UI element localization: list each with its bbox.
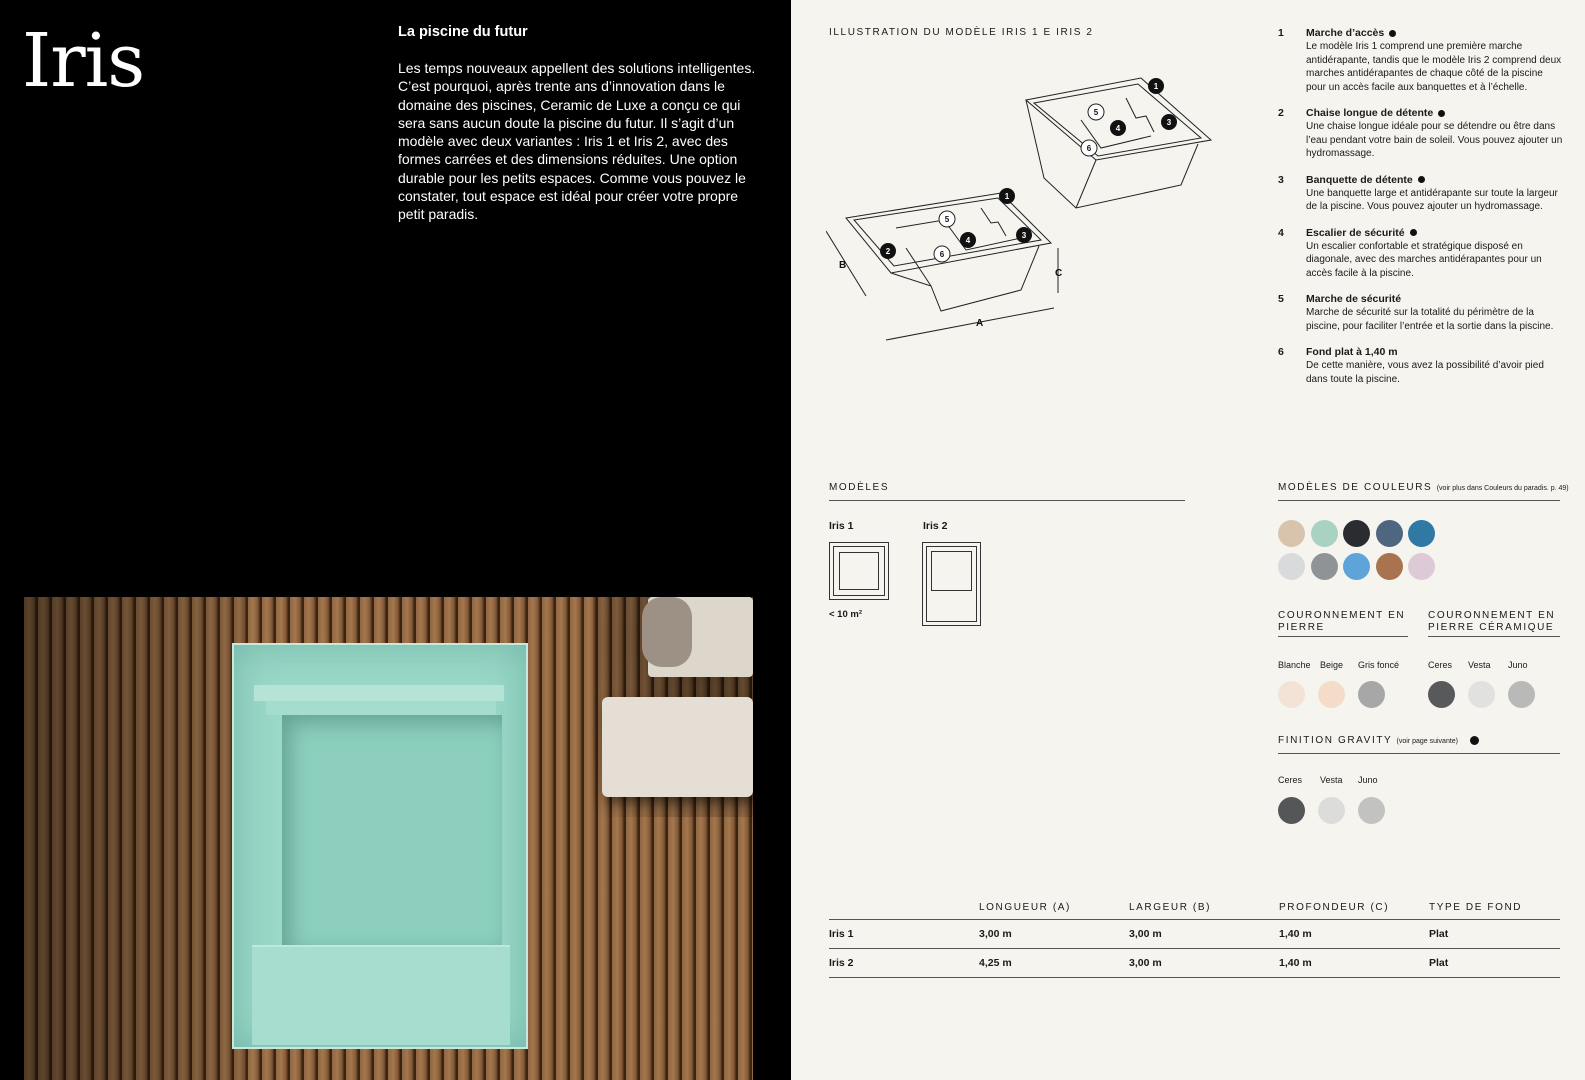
svg-text:5: 5 <box>944 215 950 224</box>
marker-2: 2 <box>885 247 891 256</box>
colors-title <box>1278 482 1569 501</box>
color-swatch <box>1376 553 1403 580</box>
color-swatch <box>1343 553 1370 580</box>
colors-title-text: MODÈLES DE COULEURS <box>1278 482 1433 493</box>
left-page <box>0 0 791 1080</box>
gravity-swatch-vesta <box>1318 797 1345 824</box>
table-header <box>829 896 1560 920</box>
color-swatch <box>1408 520 1435 547</box>
feature-number: 6 <box>1278 346 1284 358</box>
table-cell: Plat <box>1429 957 1449 969</box>
gravity-label: Ceres <box>1278 775 1303 785</box>
table-header-cell: LONGUEUR (A) <box>979 902 1071 913</box>
marker-3: 3 <box>1166 118 1172 127</box>
feature-dot-icon <box>1410 229 1417 236</box>
pool-water <box>232 643 528 1049</box>
photo-shadow <box>24 597 244 1080</box>
feature-title: Chaise longue de détente <box>1306 107 1434 119</box>
table-cell: 4,25 m <box>979 957 1012 969</box>
marker-6: 6 <box>1086 144 1092 153</box>
model-label-iris-2: Iris 2 <box>923 520 948 532</box>
ceramic-label: Juno <box>1508 660 1528 670</box>
feature-title: Banquette de détente <box>1306 173 1413 186</box>
feature-number: 2 <box>1278 107 1284 119</box>
model-title: Iris <box>22 18 145 104</box>
feature-dot-icon <box>1438 110 1445 117</box>
table-cell: Iris 2 <box>829 957 854 969</box>
ceramic-swatch-juno <box>1508 681 1535 708</box>
ceramic-label: Vesta <box>1468 660 1491 670</box>
stone-swatch-gris-fonce <box>1358 681 1385 708</box>
stone-label: Blanche <box>1278 660 1311 670</box>
colors-title-note: (voir plus dans Couleurs du paradis. p. 49) <box>1436 485 1569 492</box>
feature-item <box>1278 293 1563 333</box>
color-swatch <box>1278 553 1305 580</box>
feature-item <box>1278 346 1563 386</box>
feature-number: 4 <box>1278 226 1284 239</box>
table-header-cell: LARGEUR (B) <box>1129 902 1212 913</box>
table-header-cell: TYPE DE FOND <box>1429 902 1523 913</box>
feature-title: Escalier de sécurité <box>1306 226 1405 239</box>
models-title: MODÈLES <box>829 482 1185 501</box>
table-cell: Iris 1 <box>829 928 854 940</box>
pool-step <box>266 701 496 715</box>
feature-number: 3 <box>1278 173 1284 186</box>
ceramic-swatch-ceres <box>1428 681 1455 708</box>
pool-step <box>254 685 504 701</box>
ceramic-swatch-vesta <box>1468 681 1495 708</box>
feature-description: Marche de sécurité sur la totalité du périmètre de la piscine, pour faciliter l’entrée et la sortie dans la piscine. <box>1306 307 1554 332</box>
gravity-title <box>1278 735 1560 754</box>
svg-text:1: 1 <box>1004 192 1010 201</box>
iris-2-plan-icon <box>922 542 981 626</box>
feature-description: Un escalier confortable et stratégique disposé en diagonale, avec des marches antidérapantes pour un accès facile à la piscine. <box>1306 240 1542 279</box>
color-swatch <box>1343 520 1370 547</box>
iris-1-plan-icon <box>829 542 889 600</box>
model-note-iris-1: < 10 m² <box>829 609 863 620</box>
dim-label-a: A <box>976 318 984 329</box>
cushion <box>642 597 692 667</box>
svg-text:6: 6 <box>939 250 945 259</box>
feature-dot-icon <box>1389 30 1396 37</box>
pool-basin <box>282 715 502 945</box>
color-swatch <box>1376 520 1403 547</box>
intro-text: Les temps nouveaux appellent des solutions intelligentes. C’est pourquoi, après trente ans d’innovation dans le domaine des piscines, Ceramic de Luxe a conçu ce qui sera sans aucun doute la piscine du futur. Il s’agit d’un modèle avec deux variantes : Iris 1 et Iris 2, avec des formes carrées et des dimensions réduites. Une option durable pour les petits espaces. Comme vous pouvez le constater, tout espace est idéal pour créer votre propre petit paradis. <box>398 60 756 223</box>
table-cell: 3,00 m <box>979 928 1012 940</box>
sun-lounger <box>602 697 753 797</box>
gravity-dot-icon <box>1470 736 1479 745</box>
table-cell: 1,40 m <box>1279 957 1312 969</box>
gravity-swatch-juno <box>1358 797 1385 824</box>
stone-label: Beige <box>1320 660 1344 670</box>
feature-dot-icon <box>1418 176 1425 183</box>
diagram-markers <box>880 78 1177 262</box>
illustration-title: ILLUSTRATION DU MODÈLE IRIS 1 E IRIS 2 <box>829 27 1094 38</box>
gravity-label: Juno <box>1358 775 1378 785</box>
ceramic-label: Ceres <box>1428 660 1453 670</box>
gravity-title-note: (voir page suivante) <box>1396 738 1459 745</box>
feature-description: Une banquette large et antidérapante sur toute la largeur de la piscine. Vous pouvez ajouter un hydromassage. <box>1306 187 1558 212</box>
feature-title: Fond plat à 1,40 m <box>1306 346 1398 358</box>
gravity-label: Vesta <box>1320 775 1343 785</box>
table-cell: 1,40 m <box>1279 928 1312 940</box>
color-swatch <box>1278 520 1305 547</box>
marker-1: 1 <box>1153 82 1159 91</box>
gravity-swatch-ceres <box>1278 797 1305 824</box>
pool-bench <box>252 945 510 1045</box>
color-swatch <box>1311 520 1338 547</box>
color-swatch <box>1311 553 1338 580</box>
feature-description: De cette manière, vous avez la possibilité d’avoir pied dans toute la piscine. <box>1306 360 1544 385</box>
feature-number: 1 <box>1278 27 1284 39</box>
color-swatch <box>1408 553 1435 580</box>
pool-diagram <box>826 68 1226 358</box>
marker-4: 4 <box>1115 124 1121 133</box>
svg-text:3: 3 <box>1021 231 1027 240</box>
gravity-title-text: FINITION GRAVITY <box>1278 735 1393 746</box>
feature-title: Marche de sécurité <box>1306 293 1402 305</box>
feature-description: Une chaise longue idéale pour se détendre ou être dans l’eau pendant votre bain de soleil. Vous pouvez ajouter un hydromassage. <box>1306 121 1563 159</box>
feature-item <box>1278 227 1563 281</box>
feature-item <box>1278 107 1563 161</box>
iris-2-drawing <box>1026 78 1211 208</box>
feature-item <box>1278 174 1563 214</box>
table-header-cell: PROFONDEUR (C) <box>1279 902 1390 913</box>
stone-swatch-beige <box>1318 681 1345 708</box>
stone-label: Gris foncé <box>1358 660 1400 670</box>
spec-table <box>829 896 1560 978</box>
dim-label-c: C <box>1055 268 1063 279</box>
feature-item <box>1278 27 1563 94</box>
marker-5: 5 <box>1093 108 1099 117</box>
model-label-iris-1: Iris 1 <box>829 520 854 532</box>
svg-text:4: 4 <box>965 236 971 245</box>
intro-heading: La piscine du futur <box>398 24 528 40</box>
feature-title: Marche d’accès <box>1306 27 1385 39</box>
table-row <box>829 920 1560 949</box>
feature-list <box>1278 27 1563 399</box>
dim-label-b: B <box>839 260 847 271</box>
ceramic-title: COURONNEMENT EN PIERRE CÉRAMIQUE <box>1428 610 1560 637</box>
table-cell: 3,00 m <box>1129 957 1162 969</box>
pool-photo <box>24 597 753 1080</box>
stone-title: COURONNEMENT EN PIERRE <box>1278 610 1408 637</box>
feature-number: 5 <box>1278 293 1284 305</box>
table-cell: 3,00 m <box>1129 928 1162 940</box>
table-row <box>829 949 1560 978</box>
feature-description: Le modèle Iris 1 comprend une première marche antidérapante, tandis que le modèle Iris 2 comprend deux marches antidérapantes de chaque côté de la piscine pour un accès facile aux banquettes et à l’échelle. <box>1306 41 1562 93</box>
intro-block <box>398 24 758 224</box>
stone-swatch-blanche <box>1278 681 1305 708</box>
table-cell: Plat <box>1429 928 1449 940</box>
